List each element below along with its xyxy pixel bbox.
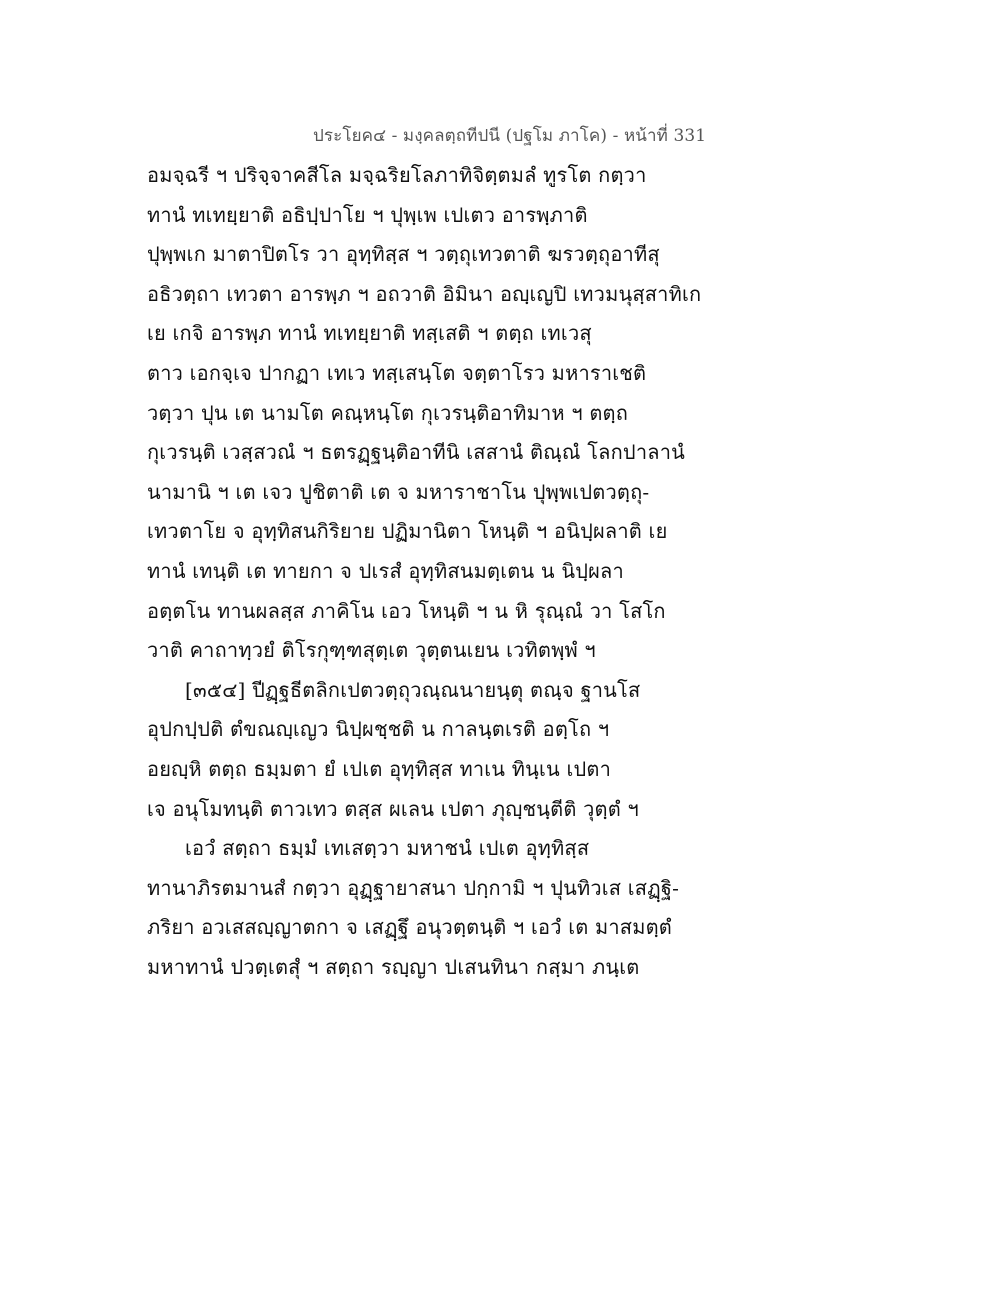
text-line: อธิวตฺถา เทวตา อารพฺภ ฯ อถวาติ อิมินา อญฺเญปิ เทวมนุสฺสาทิเก	[147, 281, 702, 306]
text-line: วตฺวา ปุน เต นามโต คณฺหนฺโต กุเวรนฺติอาทิมาห ฯ ตตฺถ	[147, 400, 629, 425]
text-line: เย เกจิ อารพฺภ ทานํ ทเทยฺยาติ ทสฺเสติ ฯ ตตฺถ เทเวสุ	[147, 321, 592, 346]
text-line: มหาทานํ ปวตฺเตสุํ ฯ สตฺถา รญฺญา ปเสนทินา กสฺมา ภนฺเต	[147, 954, 640, 979]
page-body	[147, 160, 707, 991]
text-line: ทานํ เทนฺติ เต ทายกา จ ปเรสํ อุทฺทิสนมตฺเตน น นิปฺผลา	[147, 558, 624, 583]
text-line: เทวตาโย จ อุทฺทิสนกิริยาย ปฏิมานิตา โหนฺติ ฯ อนิปฺผลาติ เย	[147, 519, 668, 544]
text-line: อมจฺฉรี ฯ ปริจฺจาคสีโล มจฺฉริยโลภาทิจิตฺตมลํ ทูรโต กตฺวา	[147, 163, 647, 187]
text-line: ปุพฺพเก มาตาปิตโร วา อุทฺทิสฺส ฯ วตฺถุเทวตาติ ฆรวตฺถุอาทีสุ	[147, 242, 660, 267]
text-line: วาติ คาถาทฺวยํ ติโรกุฑฺฑสุตฺเต วุตฺตนเยน เวทิตพฺพํ ฯ	[147, 638, 596, 663]
text-line: ทานํ ทเทยฺยาติ อธิปฺปาโย ฯ ปุพฺเพ เปเตว อารพฺภาติ	[147, 202, 588, 227]
paragraph-start-line: [๓๕๔] ปีฏฺฐธีตลิกเปตวตฺถุวณฺณนายนฺตุ ตณฺจ ฐานโส	[185, 677, 641, 702]
text-line: ทานาภิรตมานสํ กตฺวา อุฏฺฐายาสนา ปกฺกามิ ฯ ปุนทิวเส เสฏฺฐิ-	[147, 875, 680, 900]
paragraph-start-line: เอวํ สตฺถา ธมฺมํ เทเสตฺวา มหาชนํ เปเต อุทฺทิสฺส	[185, 836, 590, 861]
text-line: ภริยา อวเสสญฺญาตกา จ เสฏฺฐึ อนุวตฺตนฺติ ฯ เอวํ เต มาสมตฺตํ	[147, 915, 672, 940]
text-line: กุเวรนฺติ เวสฺสวณํ ฯ ธตรฏฺฐนฺติอาทีนิ เสสานํ ติณฺณํ โลกปาลานํ	[147, 440, 686, 465]
text-line: อุปกปฺปติ ตํขณญฺเญว นิปฺผชฺชติ น กาลนฺตเรติ อตฺโถ ฯ	[147, 717, 610, 742]
text-line: อยญฺหิ ตตฺถ ธมฺมตา ยํ เปเต อุทฺทิสฺส ทาเน ทินฺเน เปตา	[147, 756, 611, 781]
text-line: เจ อนุโมทนฺติ ตาวเทว ตสฺส ผเลน เปตา ภุญฺชนฺตีติ วุตฺตํ ฯ	[147, 796, 639, 821]
text-line: นามานิ ฯ เต เจว ปูชิตาติ เต จ มหาราชาโน ปุพฺพเปตวตฺถุ-	[147, 479, 650, 504]
running-header: ประโยค๔ - มงฺคลตฺถทีปนี (ปฐโม ภาโค) - หน้าที่ 331	[313, 126, 707, 146]
text-line: อตฺตโน ทานผลสฺส ภาคิโน เอว โหนฺติ ฯ น หิ รุณฺณํ วา โสโก	[147, 598, 666, 623]
text-line: ตาว เอกจฺเจ ปากฏา เทเว ทสฺเสนฺโต จตฺตาโรว มหาราเชติ	[147, 360, 647, 385]
